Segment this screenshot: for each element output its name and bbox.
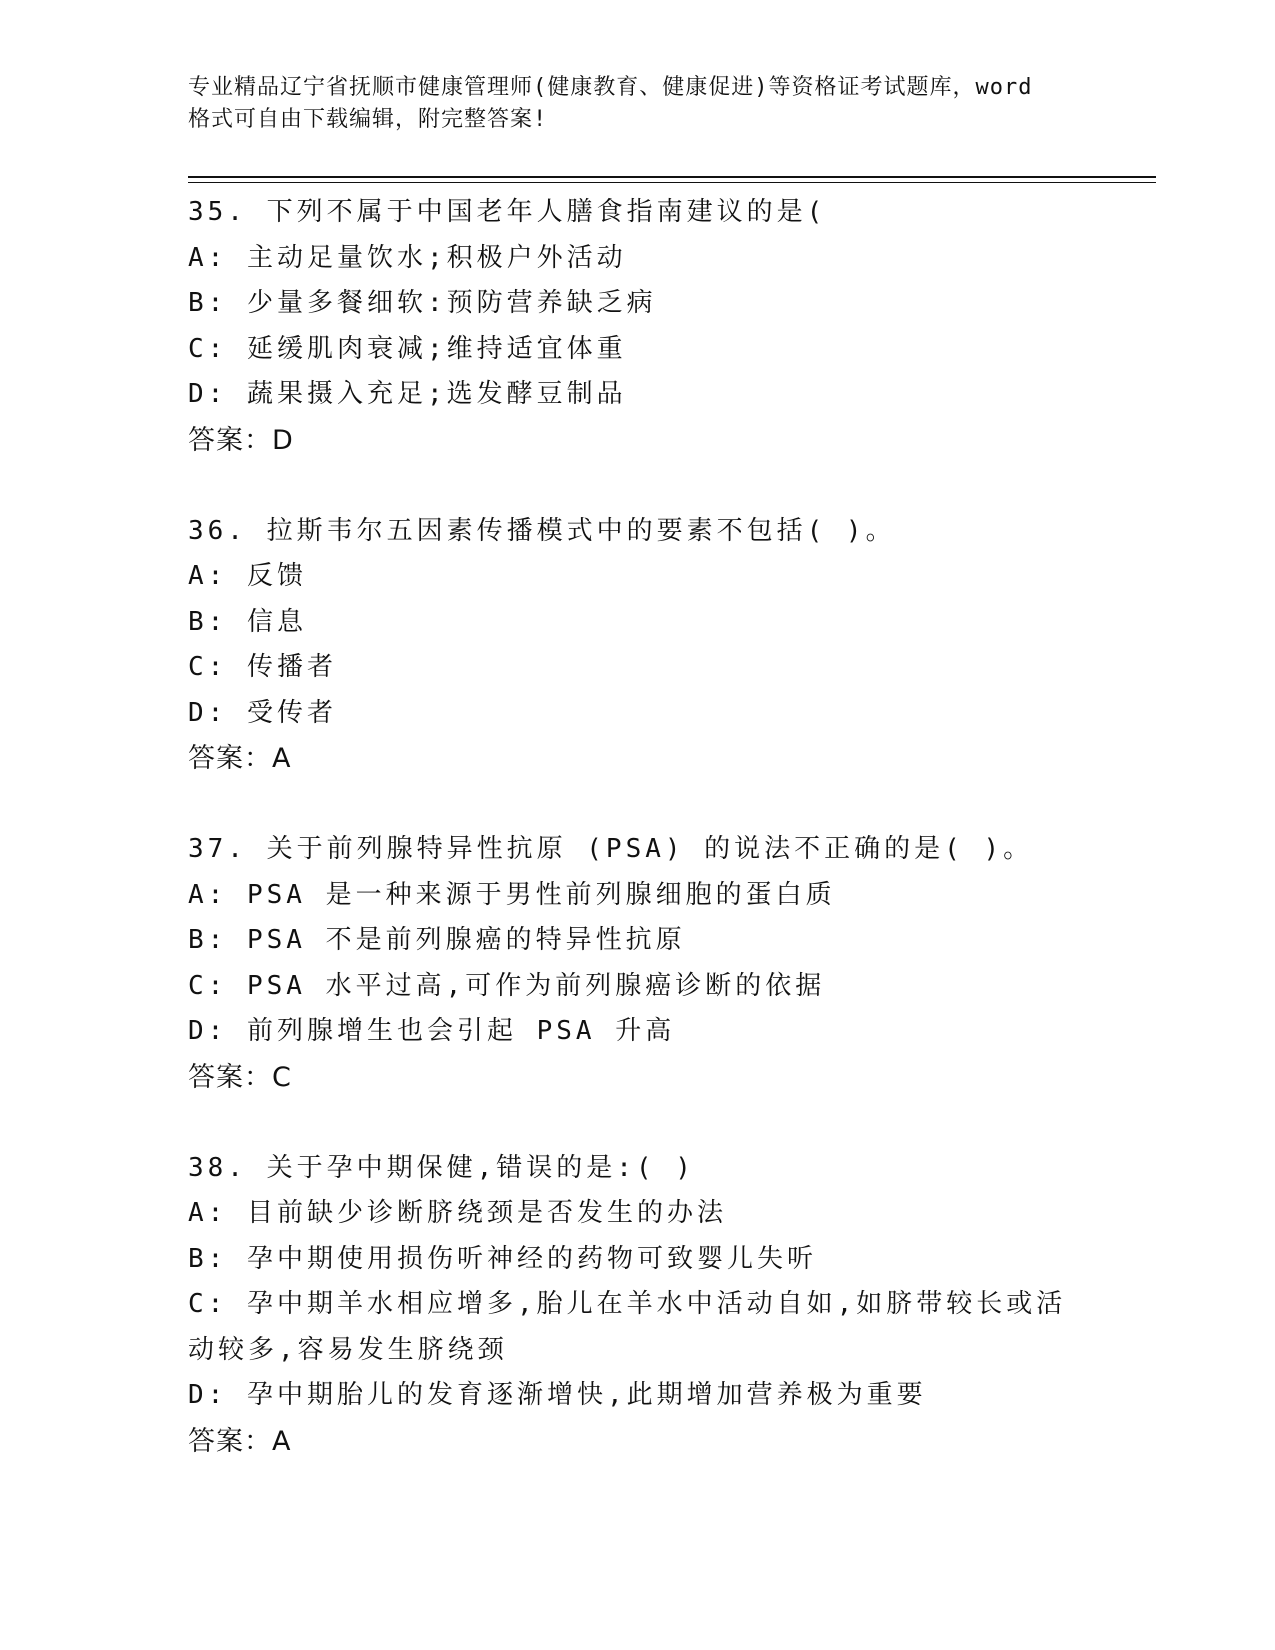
question-37	[188, 827, 1088, 1100]
header-line-1: 专业精品辽宁省抚顺市健康管理师(健康教育、健康促进)等资格证考试题库，word	[188, 75, 1033, 100]
question-list	[188, 190, 1088, 1510]
header-divider-thick	[188, 176, 1156, 178]
option-c: C: 传播者	[188, 652, 337, 682]
option-b: B: 少量多餐细软:预防营养缺乏病	[188, 288, 657, 318]
document-header	[188, 72, 1088, 136]
header-line-2: 格式可自由下载编辑，附完整答案!	[188, 107, 548, 132]
option-a: A: 反馈	[188, 561, 307, 591]
option-c: C: 延缓肌肉衰减;维持适宜体重	[188, 333, 627, 364]
answer-label: 答案：C	[188, 1061, 292, 1093]
option-d: D: 蔬果摄入充足;选发酵豆制品	[188, 379, 627, 409]
option-a: A: 目前缺少诊断脐绕颈是否发生的办法	[188, 1198, 727, 1228]
option-d: D: 孕中期胎儿的发育逐渐增快,此期增加营养极为重要	[188, 1380, 927, 1410]
question-stem: 38. 关于孕中期保健,错误的是:( )	[188, 1152, 695, 1183]
question-36	[188, 509, 1088, 782]
question-stem: 37. 关于前列腺特异性抗原 (PSA) 的说法不正确的是( )。	[188, 834, 1034, 864]
option-d: D: 前列腺增生也会引起 PSA 升高	[188, 1016, 676, 1046]
question-35	[188, 190, 1088, 463]
option-a: A: PSA 是一种来源于男性前列腺细胞的蛋白质	[188, 879, 836, 910]
option-c: C: PSA 水平过高,可作为前列腺癌诊断的依据	[188, 970, 826, 1001]
option-b: B: PSA 不是前列腺癌的特异性抗原	[188, 925, 686, 955]
option-c: C: 孕中期羊水相应增多,胎儿在羊水中活动自如,如脐带较长或活动较多,容易发生脐绕颈	[188, 1289, 1067, 1365]
question-stem: 35. 下列不属于中国老年人膳食指南建议的是(	[188, 197, 827, 227]
option-b: B: 信息	[188, 606, 307, 637]
option-a: A: 主动足量饮水;积极户外活动	[188, 242, 627, 273]
option-b: B: 孕中期使用损伤听神经的药物可致婴儿失听	[188, 1243, 817, 1274]
answer-label: 答案：A	[188, 743, 292, 774]
question-38	[188, 1146, 1088, 1464]
question-stem: 36. 拉斯韦尔五因素传播模式中的要素不包括( )。	[188, 515, 896, 546]
header-divider-thin	[188, 182, 1156, 183]
answer-label: 答案：D	[188, 424, 294, 456]
answer-label: 答案：A	[188, 1425, 292, 1457]
option-d: D: 受传者	[188, 697, 337, 728]
